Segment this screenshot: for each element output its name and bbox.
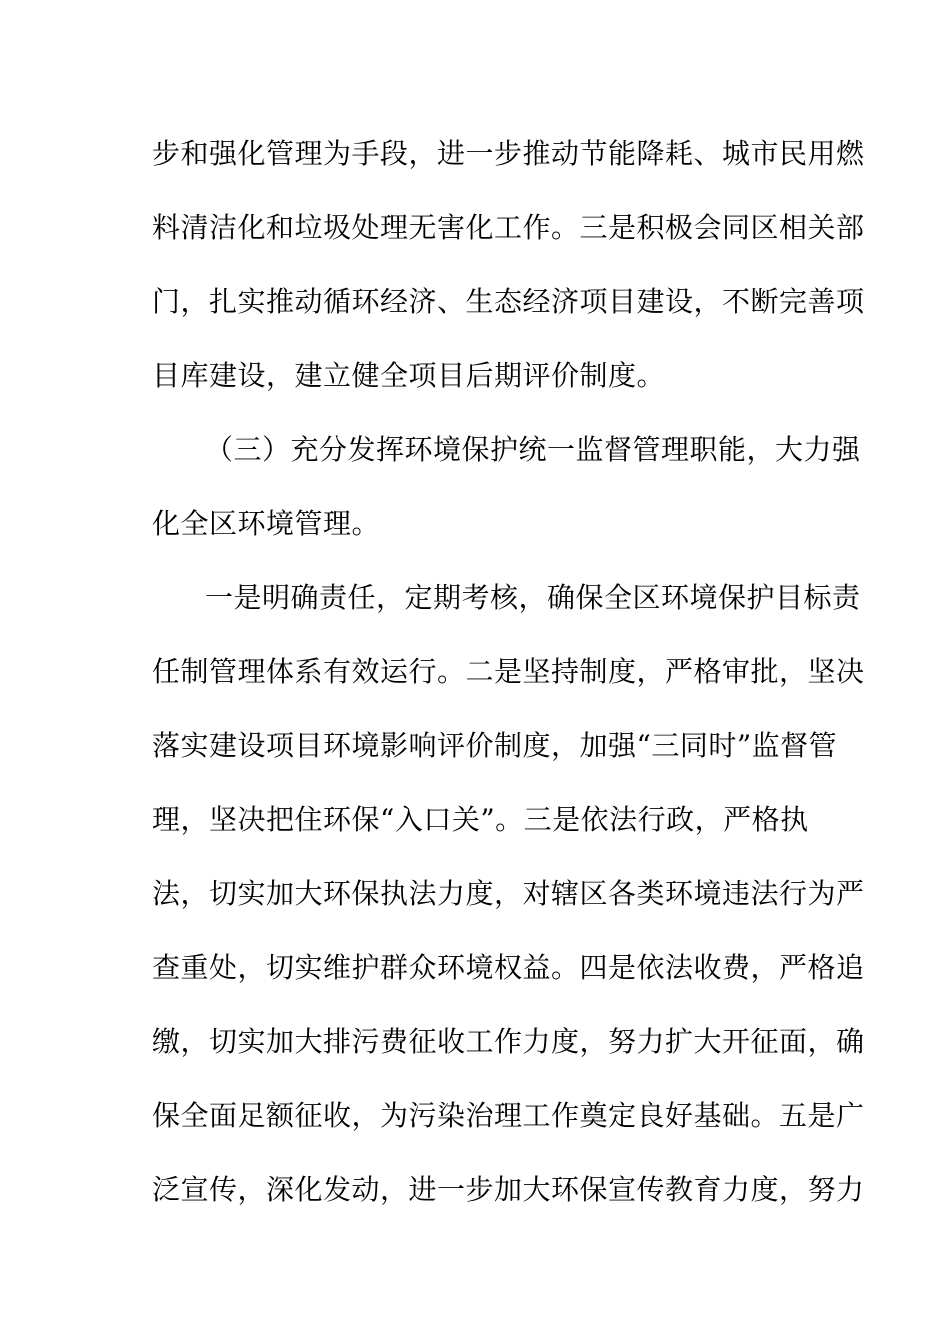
text-line: 门，扎实推动循环经济、生态经济项目建设，不断完善项 <box>152 285 865 318</box>
section-heading-line: （三）充分发挥环境保护统一监督管理职能，大力强 <box>205 433 861 466</box>
text-line: 保全面足额征收，为污染治理工作奠定良好基础。五是广 <box>152 1099 865 1132</box>
text-line: 查重处，切实维护群众环境权益。四是依法收费，严格追 <box>152 951 865 984</box>
text-line: 一是明确责任，定期考核，确保全区环境保护目标责 <box>205 581 861 614</box>
text-line: 步和强化管理为手段，进一步推动节能降耗、城市民用燃 <box>152 137 865 170</box>
text-line: 泛宣传，深化发动，进一步加大环保宣传教育力度，努力 <box>152 1173 865 1206</box>
text-line: 法，切实加大环保执法力度，对辖区各类环境违法行为严 <box>152 877 865 910</box>
text-line: 缴，切实加大排污费征收工作力度，努力扩大开征面，确 <box>152 1025 865 1058</box>
section-heading-line: 化全区环境管理。 <box>152 507 381 540</box>
text-line: 目库建设，建立健全项目后期评价制度。 <box>152 359 666 392</box>
text-line: 理，坚决把住环保“入口关”。三是依法行政，严格执 <box>152 803 809 836</box>
text-line: 落实建设项目环境影响评价制度，加强“三同时”监督管 <box>152 729 838 762</box>
text-line: 任制管理体系有效运行。二是坚持制度，严格审批，坚决 <box>152 655 865 688</box>
text-line: 料清洁化和垃圾处理无害化工作。三是积极会同区相关部 <box>152 211 865 244</box>
